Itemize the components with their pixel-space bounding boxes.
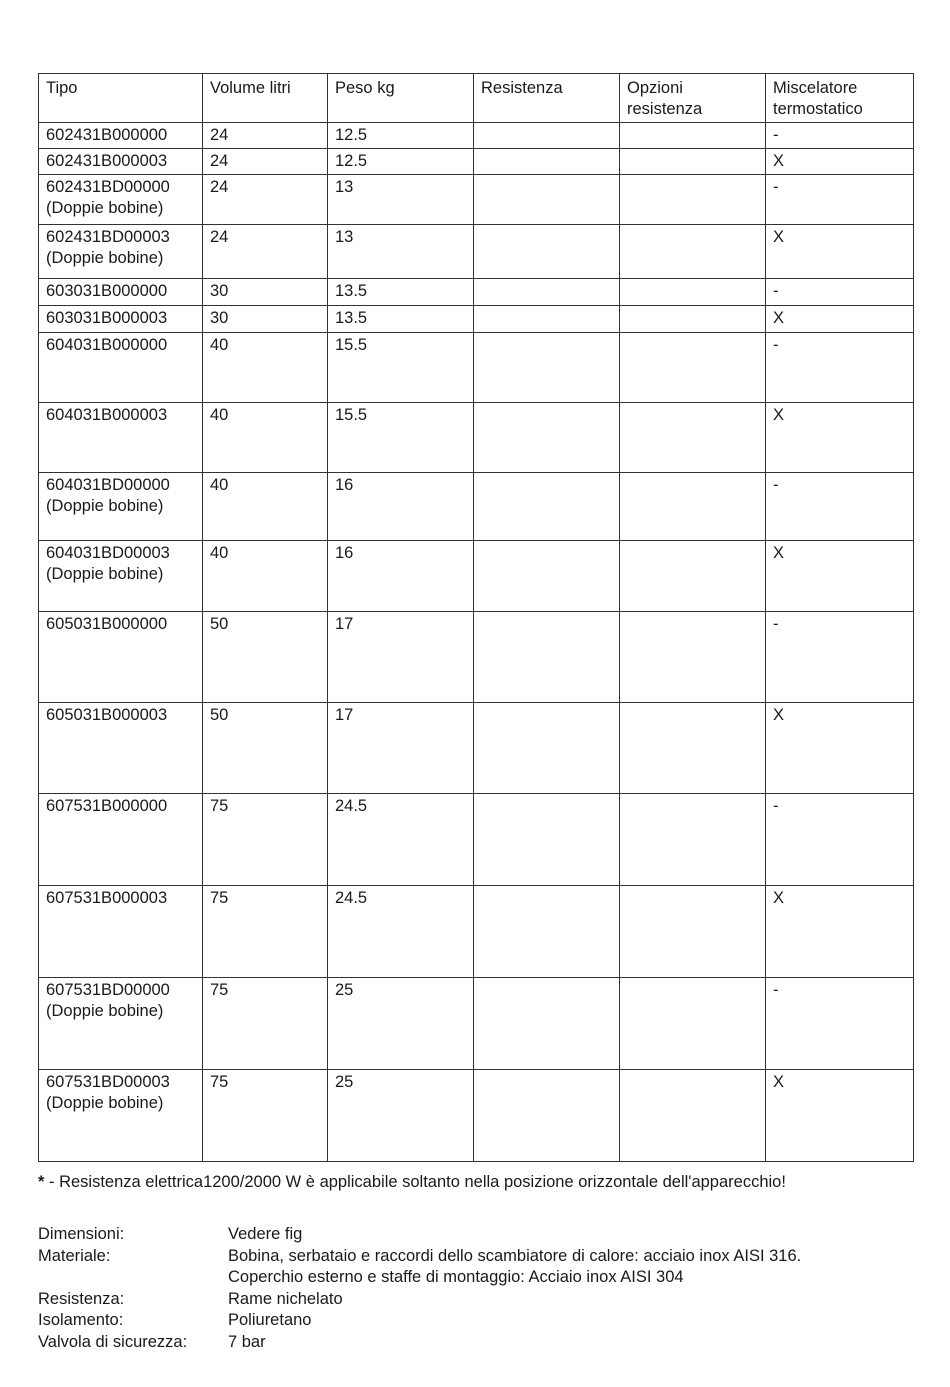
cell-miscelatore: - xyxy=(766,123,914,149)
tipo-note: (Doppie bobine) xyxy=(46,565,164,583)
cell-volume: 24 xyxy=(203,175,328,225)
cell-tipo xyxy=(39,703,203,794)
table-row xyxy=(39,703,914,794)
spec-table xyxy=(38,73,914,1162)
table-row xyxy=(39,306,914,333)
cell-volume: 75 xyxy=(203,886,328,978)
property-value xyxy=(228,1310,311,1332)
cell-volume: 75 xyxy=(203,794,328,886)
cell-peso: 16 xyxy=(328,541,474,612)
header-tipo xyxy=(39,74,203,123)
cell-tipo xyxy=(39,149,203,175)
cell-tipo xyxy=(39,123,203,149)
cell-peso: 17 xyxy=(328,612,474,703)
cell-volume: 50 xyxy=(203,703,328,794)
cell-volume: 24 xyxy=(203,123,328,149)
cell-resistenza xyxy=(474,279,620,306)
property-label: Resistenza: xyxy=(38,1289,125,1308)
tipo-note: (Doppie bobine) xyxy=(46,497,164,515)
tipo-code: 604031B000003 xyxy=(46,406,168,424)
cell-resistenza xyxy=(474,1070,620,1162)
cell-resistenza xyxy=(474,175,620,225)
cell-peso: 25 xyxy=(328,978,474,1070)
cell-tipo xyxy=(39,333,203,403)
tipo-note: (Doppie bobine) xyxy=(46,199,164,217)
tipo-code: 602431B000000 xyxy=(46,126,168,144)
header-volume xyxy=(203,74,328,123)
header-line: Tipo xyxy=(46,79,78,97)
tipo-code: 602431BD00000 xyxy=(46,178,170,196)
table-row xyxy=(39,403,914,473)
cell-miscelatore: - xyxy=(766,473,914,541)
cell-peso: 12.5 xyxy=(328,149,474,175)
footnote-marker: * xyxy=(38,1173,45,1191)
cell-opzioni xyxy=(620,306,766,333)
property-value-line: Poliuretano xyxy=(228,1311,312,1329)
table-row xyxy=(39,473,914,541)
table-row xyxy=(39,333,914,403)
cell-peso: 24.5 xyxy=(328,794,474,886)
cell-opzioni xyxy=(620,1070,766,1162)
table-row xyxy=(39,123,914,149)
cell-volume: 24 xyxy=(203,149,328,175)
table-row xyxy=(39,175,914,225)
property-label: Materiale: xyxy=(38,1246,111,1265)
cell-opzioni xyxy=(620,794,766,886)
tipo-code: 602431B000003 xyxy=(46,152,168,170)
cell-opzioni xyxy=(620,403,766,473)
property-value-line: Vedere fig xyxy=(228,1225,303,1243)
cell-resistenza xyxy=(474,123,620,149)
cell-resistenza xyxy=(474,886,620,978)
tipo-code: 603031B000000 xyxy=(46,282,168,300)
tipo-code: 602431BD00003 xyxy=(46,228,170,246)
cell-resistenza xyxy=(474,794,620,886)
cell-volume: 75 xyxy=(203,1070,328,1162)
cell-peso: 13.5 xyxy=(328,306,474,333)
cell-tipo xyxy=(39,794,203,886)
property-row xyxy=(38,1289,801,1311)
property-value xyxy=(228,1289,343,1311)
table-row xyxy=(39,794,914,886)
cell-peso: 15.5 xyxy=(328,333,474,403)
tipo-note: (Doppie bobine) xyxy=(46,1002,164,1020)
cell-opzioni xyxy=(620,541,766,612)
cell-miscelatore: X xyxy=(766,149,914,175)
cell-tipo xyxy=(39,1070,203,1162)
property-value-line: Coperchio esterno e staffe di montaggio: Acciaio inox AISI 304 xyxy=(228,1268,684,1286)
header-resistenza xyxy=(474,74,620,123)
table-row xyxy=(39,279,914,306)
tipo-note: (Doppie bobine) xyxy=(46,249,164,267)
cell-peso: 13 xyxy=(328,175,474,225)
cell-resistenza xyxy=(474,225,620,279)
cell-volume: 30 xyxy=(203,279,328,306)
property-value xyxy=(228,1224,302,1246)
property-row xyxy=(38,1310,801,1332)
cell-peso: 25 xyxy=(328,1070,474,1162)
tipo-code: 605031B000003 xyxy=(46,706,168,724)
cell-tipo xyxy=(39,175,203,225)
cell-resistenza xyxy=(474,149,620,175)
cell-resistenza xyxy=(474,612,620,703)
header-peso xyxy=(328,74,474,123)
cell-miscelatore: X xyxy=(766,403,914,473)
cell-resistenza xyxy=(474,333,620,403)
cell-miscelatore: - xyxy=(766,175,914,225)
table-row xyxy=(39,886,914,978)
cell-miscelatore: X xyxy=(766,225,914,279)
cell-opzioni xyxy=(620,225,766,279)
cell-peso: 13.5 xyxy=(328,279,474,306)
cell-miscelatore: X xyxy=(766,306,914,333)
table-row xyxy=(39,612,914,703)
cell-peso: 12.5 xyxy=(328,123,474,149)
cell-tipo xyxy=(39,978,203,1070)
cell-opzioni xyxy=(620,612,766,703)
cell-peso: 24.5 xyxy=(328,886,474,978)
cell-volume: 24 xyxy=(203,225,328,279)
cell-peso: 16 xyxy=(328,473,474,541)
header-line: termostatico xyxy=(773,100,863,118)
table-row xyxy=(39,149,914,175)
header-line: Resistenza xyxy=(481,79,563,97)
cell-tipo xyxy=(39,225,203,279)
cell-miscelatore: - xyxy=(766,333,914,403)
cell-volume: 50 xyxy=(203,612,328,703)
cell-miscelatore: - xyxy=(766,612,914,703)
cell-volume: 40 xyxy=(203,403,328,473)
tipo-code: 605031B000000 xyxy=(46,615,168,633)
cell-peso: 15.5 xyxy=(328,403,474,473)
cell-opzioni xyxy=(620,703,766,794)
properties-list xyxy=(38,1224,801,1353)
tipo-code: 607531BD00000 xyxy=(46,981,170,999)
tipo-code: 603031B000003 xyxy=(46,309,168,327)
cell-miscelatore: - xyxy=(766,794,914,886)
cell-miscelatore: - xyxy=(766,978,914,1070)
header-line: resistenza xyxy=(627,100,703,118)
cell-resistenza xyxy=(474,306,620,333)
cell-volume: 30 xyxy=(203,306,328,333)
cell-peso: 13 xyxy=(328,225,474,279)
table-row xyxy=(39,978,914,1070)
cell-tipo xyxy=(39,541,203,612)
cell-miscelatore: - xyxy=(766,279,914,306)
cell-opzioni xyxy=(620,175,766,225)
cell-tipo xyxy=(39,612,203,703)
header-row xyxy=(39,74,914,123)
cell-opzioni xyxy=(620,978,766,1070)
tipo-code: 604031BD00000 xyxy=(46,476,170,494)
header-miscelatore xyxy=(766,74,914,123)
cell-opzioni xyxy=(620,123,766,149)
cell-tipo xyxy=(39,279,203,306)
table-row xyxy=(39,541,914,612)
cell-resistenza xyxy=(474,541,620,612)
cell-volume: 40 xyxy=(203,333,328,403)
footnote-text: - Resistenza elettrica1200/2000 W è applicabile soltanto nella posizione orizzontale dell'apparecchio! xyxy=(44,1173,786,1191)
property-label: Valvola di sicurezza: xyxy=(38,1332,188,1351)
header-line: Peso kg xyxy=(335,79,395,97)
property-value-line: Rame nichelato xyxy=(228,1289,343,1308)
table-row xyxy=(39,225,914,279)
property-value-line: Bobina, serbataio e raccordi dello scambiatore di calore: acciaio inox AISI 316. xyxy=(228,1246,802,1265)
cell-opzioni xyxy=(620,279,766,306)
property-value xyxy=(228,1332,266,1354)
property-value xyxy=(228,1246,801,1289)
cell-peso: 17 xyxy=(328,703,474,794)
cell-resistenza xyxy=(474,703,620,794)
tipo-note: (Doppie bobine) xyxy=(46,1094,164,1112)
cell-resistenza xyxy=(474,473,620,541)
cell-volume: 40 xyxy=(203,473,328,541)
property-label: Isolamento: xyxy=(38,1311,124,1329)
cell-miscelatore: X xyxy=(766,703,914,794)
header-line: Opzioni xyxy=(627,79,683,97)
cell-opzioni xyxy=(620,333,766,403)
table-row xyxy=(39,1070,914,1162)
cell-opzioni xyxy=(620,473,766,541)
cell-resistenza xyxy=(474,403,620,473)
cell-miscelatore: X xyxy=(766,541,914,612)
header-opzioni xyxy=(620,74,766,123)
header-line: Miscelatore xyxy=(773,79,858,97)
property-row xyxy=(38,1246,801,1289)
tipo-code: 604031B000000 xyxy=(46,336,168,354)
cell-tipo xyxy=(39,403,203,473)
tipo-code: 607531BD00003 xyxy=(46,1073,170,1091)
cell-tipo xyxy=(39,473,203,541)
property-row xyxy=(38,1224,801,1246)
property-label: Dimensioni: xyxy=(38,1225,125,1243)
cell-tipo xyxy=(39,886,203,978)
cell-miscelatore: X xyxy=(766,886,914,978)
cell-miscelatore: X xyxy=(766,1070,914,1162)
cell-opzioni xyxy=(620,149,766,175)
property-row xyxy=(38,1332,801,1354)
cell-opzioni xyxy=(620,886,766,978)
cell-volume: 40 xyxy=(203,541,328,612)
tipo-code: 607531B000003 xyxy=(46,889,168,907)
tipo-code: 604031BD00003 xyxy=(46,544,170,562)
footnote xyxy=(38,1172,786,1193)
header-line: Volume litri xyxy=(210,79,291,97)
tipo-code: 607531B000000 xyxy=(46,797,168,815)
property-value-line: 7 bar xyxy=(228,1332,266,1351)
cell-resistenza xyxy=(474,978,620,1070)
cell-volume: 75 xyxy=(203,978,328,1070)
cell-tipo xyxy=(39,306,203,333)
